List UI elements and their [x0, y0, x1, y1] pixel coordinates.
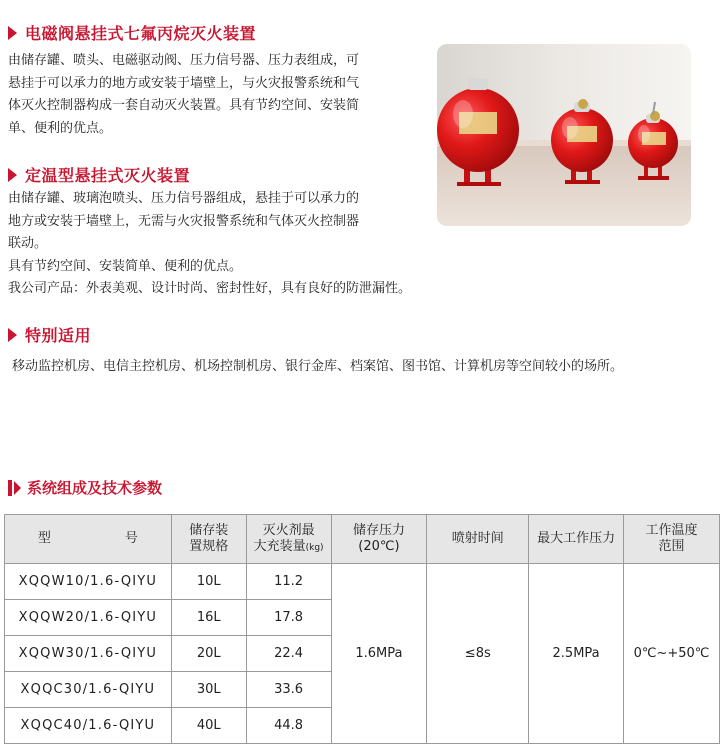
- header-spray-time: 喷射时间: [427, 515, 529, 564]
- cell-spray-time: ≤8s: [427, 564, 529, 744]
- section2-description: [8, 188, 411, 301]
- cell-temp-range: 0℃~+50℃: [624, 564, 720, 744]
- triangle-bullet-icon: [8, 328, 17, 342]
- triangle-bullet-icon: [14, 481, 21, 495]
- product-photo: [437, 44, 691, 226]
- header-max-pressure: 最大工作压力: [529, 515, 624, 564]
- system-heading: [8, 477, 162, 498]
- cell-model: XQQW20/1.6-QIYU: [5, 600, 172, 636]
- applications-text: 移动监控机房、电信主控机房、机场控制机房、银行金库、档案馆、图书馆、计算机房等空间较小的场所。: [12, 359, 624, 374]
- cell-fill: 22.4: [246, 636, 331, 672]
- text-line: 单、便利的优点。: [8, 120, 113, 136]
- cell-fill: 44.8: [246, 708, 331, 744]
- cell-spec: 20L: [171, 636, 246, 672]
- cell-model: XQQW30/1.6-QIYU: [5, 636, 172, 672]
- text-line: 由储存罐、喷头、电磁驱动阀、压力信号器、压力表组成，可: [8, 53, 360, 68]
- cell-model: XQQW10/1.6-QIYU: [5, 564, 172, 600]
- text-line: 由储存罐、玻璃泡喷头、压力信号器组成，悬挂于可以承力的: [8, 191, 360, 206]
- section-title: 电磁阀悬挂式七氟丙烷灭火装置: [25, 24, 257, 43]
- system-title: 系统组成及技术参数: [27, 479, 163, 497]
- cell-model: XQQC30/1.6-QIYU: [5, 672, 172, 708]
- header-fill: 灭火剂最 大充装量(kg): [246, 515, 331, 564]
- heading-bar-icon: [8, 480, 12, 496]
- cell-spec: 40L: [171, 708, 246, 744]
- text-line: 联动。: [8, 236, 48, 251]
- section-heading-fixed-temp: [8, 163, 190, 186]
- cell-model: XQQC40/1.6-QIYU: [5, 708, 172, 744]
- text-line: 悬挂于可以承力的地方或安装于墙壁上，与火灾报警系统和气: [8, 75, 360, 91]
- header-model: 型 号: [5, 515, 172, 564]
- text-line: 具有节约空间、安装简单、便利的优点。: [8, 258, 243, 274]
- table-row: [5, 564, 720, 600]
- cell-fill: 11.2: [246, 564, 331, 600]
- section-heading-applications: [8, 323, 91, 346]
- triangle-bullet-icon: [8, 26, 17, 40]
- cell-spec: 16L: [171, 600, 246, 636]
- section-title: 定温型悬挂式灭火装置: [25, 166, 191, 185]
- spec-table: [4, 514, 720, 744]
- header-temp-range: 工作温度 范围: [624, 515, 720, 564]
- header-spec: 储存装 置规格: [171, 515, 246, 564]
- text-line: 我公司产品：外表美观、设计时尚、密封性好，具有良好的防泄漏性。: [8, 281, 412, 296]
- cell-spec: 30L: [171, 672, 246, 708]
- table-header-row: [5, 515, 720, 564]
- text-line: 地方或安装于墙壁上，无需与火灾报警系统和气体灭火控制器: [8, 213, 360, 229]
- header-storage-pressure: 储存压力 (20℃): [331, 515, 427, 564]
- cell-fill: 17.8: [246, 600, 331, 636]
- section-title: 特别适用: [25, 326, 92, 345]
- triangle-bullet-icon: [8, 168, 17, 182]
- section1-description: [8, 50, 359, 140]
- cell-max-pressure: 2.5MPa: [529, 564, 624, 744]
- cell-storage-pressure: 1.6MPa: [331, 564, 427, 744]
- section-heading-solenoid: [8, 21, 256, 44]
- cell-fill: 33.6: [246, 672, 331, 708]
- cell-spec: 10L: [171, 564, 246, 600]
- text-line: 体灭火控制器构成一套自动灭火装置。具有节约空间、安装简: [8, 98, 360, 113]
